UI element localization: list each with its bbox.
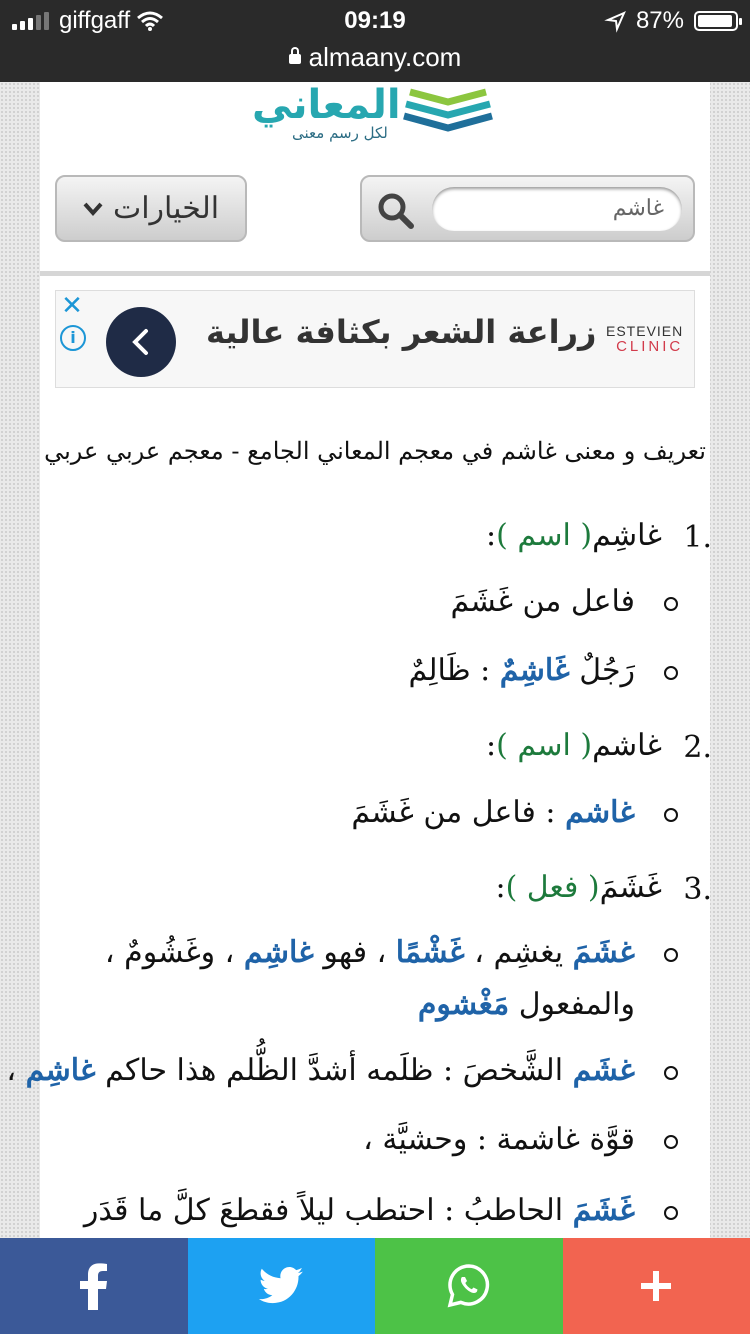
share-bar: [0, 1238, 750, 1334]
definition: [351, 795, 635, 830]
entry-colon: :: [486, 518, 497, 553]
definition-text: الشَّخصَ : ظلَمه أشدَّ الظُّلم هذا حاكم: [95, 1053, 573, 1088]
options-label: الخيارات: [112, 191, 220, 226]
ad-brand-bottom: CLINIC: [616, 338, 684, 355]
highlighted-word[interactable]: مَغْشوم: [417, 987, 510, 1022]
ad-headline: زراعة الشعر بكثافة عالية: [206, 313, 597, 351]
headword: غاشم: [592, 728, 662, 763]
highlighted-word[interactable]: غشَمَ: [572, 935, 635, 970]
entry-colon: :: [495, 870, 506, 905]
definition-text: ، وغَشُومٌ ،: [104, 935, 244, 970]
search-box: [360, 175, 695, 242]
facebook-share-button[interactable]: [0, 1238, 188, 1334]
definition: قوَّة غاشمة : وحشيَّة ،: [363, 1122, 635, 1157]
logo-wordmark: المعاني: [252, 82, 401, 128]
entry-number: 3.: [683, 872, 712, 907]
bullet-icon: [664, 666, 678, 680]
headword: غَشَمَ: [599, 870, 662, 905]
bullet-icon: [664, 808, 678, 822]
highlighted-word[interactable]: غَشَمَ: [572, 1193, 635, 1228]
bullet-icon: [664, 948, 678, 962]
definition-text: : ظَالِمٌ: [408, 653, 500, 688]
battery-percent: 87%: [635, 7, 684, 34]
highlighted-word[interactable]: غاشم: [565, 795, 635, 830]
chevron-left-icon: [106, 307, 176, 377]
entry-number: 2.: [683, 730, 712, 765]
page-title: تعريف و معنى غاشم في معجم المعاني الجامع - معجم عربي عربي: [44, 437, 706, 465]
ad-brand-top: ESTEVIEN: [606, 323, 684, 339]
chevron-down-icon: [83, 202, 103, 216]
whatsapp-share-button[interactable]: [375, 1238, 563, 1334]
headword: غاشِم: [592, 518, 662, 553]
part-of-speech: ( اسم ): [496, 518, 593, 553]
status-right: [606, 7, 738, 35]
definition-text: والمفعول: [509, 987, 635, 1022]
logo-tagline: لكل رسم معنى: [292, 124, 388, 142]
highlighted-word[interactable]: غَشْمًا: [395, 935, 465, 970]
page-background: [0, 82, 750, 1238]
search-input[interactable]: غاشم: [432, 187, 682, 231]
definition-text: الحاطبُ : احتطب ليلاً فقطعَ كلَّ ما قَدَر: [83, 1193, 573, 1228]
divider: [40, 271, 710, 276]
ad-back-button[interactable]: [106, 307, 176, 377]
more-share-button[interactable]: [563, 1238, 750, 1334]
highlighted-word[interactable]: غَاشِمٌ: [499, 653, 570, 688]
clock: 09:19: [344, 7, 406, 34]
book-logo-icon: [400, 84, 496, 140]
content-column: [6, 82, 712, 1238]
ad-banner[interactable]: [55, 290, 695, 388]
bullet-icon: [664, 1066, 678, 1080]
twitter-icon: [258, 1267, 304, 1305]
bullet-icon: [664, 597, 678, 611]
carrier-label: giffgaff: [59, 7, 131, 34]
url-text: almaany.com: [308, 42, 462, 72]
twitter-share-button[interactable]: [188, 1238, 376, 1334]
highlighted-word[interactable]: غشَم: [572, 1053, 635, 1088]
whatsapp-icon: [446, 1263, 492, 1309]
close-icon[interactable]: ✕: [61, 291, 83, 321]
definition: [6, 1053, 635, 1088]
location-arrow-icon: [606, 11, 626, 31]
entry-headword: [495, 870, 662, 905]
part-of-speech: ( اسم ): [496, 728, 593, 763]
definition: فاعل من غَشَمَ: [450, 584, 635, 619]
entry-headword: [486, 728, 662, 763]
url-bar[interactable]: [0, 42, 750, 82]
lock-icon: [289, 54, 301, 64]
definition-text: رَجُلٌ: [569, 653, 635, 688]
definition-text: : فاعل من غَشَمَ: [351, 795, 566, 830]
plus-icon: [639, 1269, 673, 1303]
definition: [84, 1193, 635, 1228]
options-button[interactable]: [55, 175, 247, 242]
entry-colon: :: [486, 728, 497, 763]
highlighted-word[interactable]: غاشِم: [25, 1053, 96, 1088]
ad-brand: [606, 323, 683, 355]
definition-continued: [418, 987, 635, 1022]
highlighted-word[interactable]: غاشِم: [243, 935, 314, 970]
definition-text: يغشِم ،: [464, 935, 573, 970]
part-of-speech: ( فعل ): [505, 870, 600, 905]
definition-text: ،: [6, 1053, 26, 1088]
entry-headword: [486, 518, 662, 553]
search-icon[interactable]: [376, 191, 416, 231]
site-logo[interactable]: [252, 82, 502, 144]
status-bar: [0, 0, 750, 42]
bullet-icon: [664, 1206, 678, 1220]
definition: [408, 653, 635, 688]
bullet-icon: [664, 1135, 678, 1149]
facebook-icon: [79, 1262, 109, 1310]
entry-number: 1.: [683, 520, 712, 555]
definition-text: ، فهو: [313, 935, 396, 970]
definition: [105, 935, 635, 970]
info-icon[interactable]: i: [60, 325, 86, 351]
battery-icon: [694, 11, 738, 31]
